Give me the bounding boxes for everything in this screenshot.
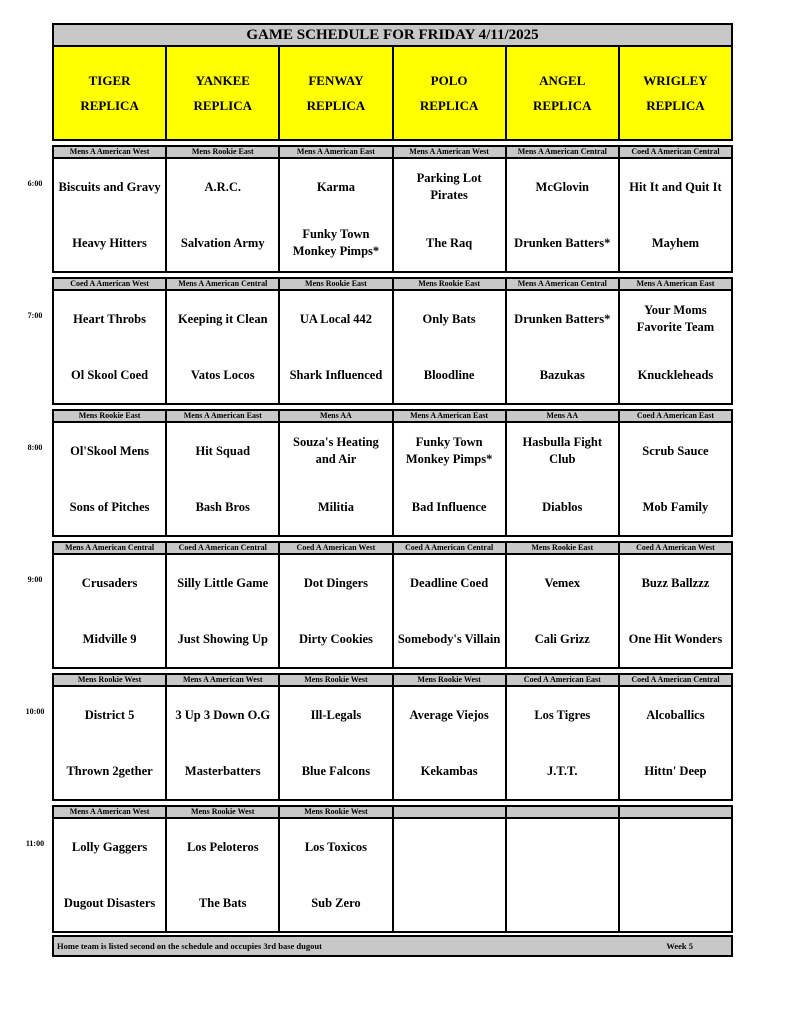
division-label: Mens A American West (54, 807, 167, 817)
slot-time: 8:00 (27, 443, 43, 452)
field-header-wrigley (620, 47, 731, 139)
division-label (620, 807, 731, 817)
division-row (52, 277, 733, 289)
game-cell (167, 819, 280, 931)
field-name: TIGER (88, 73, 131, 88)
game-cell (167, 555, 280, 667)
game-cell (167, 687, 280, 799)
home-team: Somebody's Villain (397, 631, 501, 646)
slot-time: 7:00 (27, 311, 43, 320)
home-team: Bazukas (539, 367, 585, 382)
division-label: Mens A American West (394, 147, 507, 157)
division-row (52, 673, 733, 685)
away-team: Only Bats (422, 311, 476, 326)
time-slot-block (27, 277, 733, 405)
game-cell (167, 291, 280, 403)
field-name: ANGEL (539, 73, 586, 88)
week-label: Week 5 (666, 941, 693, 951)
division-label: Mens Rookie West (280, 675, 393, 685)
away-team: District 5 (84, 707, 135, 722)
division-label: Mens AA (507, 411, 620, 421)
division-label: Mens A American East (394, 411, 507, 421)
home-team (507, 875, 618, 931)
games-row (52, 289, 733, 405)
home-team: Bloodline (423, 367, 475, 382)
field-sub: REPLICA (193, 98, 253, 113)
home-team: Just Showing Up (177, 631, 268, 646)
home-team: Knuckleheads (637, 367, 714, 382)
away-team: Drunken Batters* (514, 311, 611, 326)
home-team: Kekambas (420, 763, 478, 778)
field-header-fenway (280, 47, 393, 139)
home-team: Mayhem (651, 235, 700, 250)
division-label: Mens Rookie East (394, 279, 507, 289)
home-team: Sub Zero (311, 895, 361, 910)
games-row (52, 817, 733, 933)
game-cell (507, 687, 620, 799)
field-sub: REPLICA (306, 98, 366, 113)
division-row (52, 541, 733, 553)
home-team: Cali Grizz (534, 631, 590, 646)
away-team: Lolly Gaggers (71, 839, 148, 854)
division-label: Mens Rookie East (280, 279, 393, 289)
away-team: Funky Town Monkey Pimps* (405, 435, 493, 466)
game-cell (280, 687, 393, 799)
slot-time: 10:00 (25, 707, 45, 716)
field-name: WRIGLEY (643, 73, 708, 88)
field-header-tiger (54, 47, 167, 139)
slot-time: 11:00 (25, 839, 45, 848)
division-label: Mens Rookie West (280, 807, 393, 817)
home-team: Hittn' Deep (644, 763, 707, 778)
division-label (507, 807, 620, 817)
division-row (52, 145, 733, 157)
division-label: Mens A American Central (507, 147, 620, 157)
division-label: Mens A American East (636, 279, 715, 288)
away-team: Los Peloteros (186, 839, 259, 854)
home-team: Mob Family (642, 499, 709, 514)
division-label: Mens AA (280, 411, 393, 421)
game-cell (620, 159, 731, 271)
home-team: The Bats (198, 895, 247, 910)
away-team: UA Local 442 (299, 311, 373, 326)
division-label: Coed A American Central (631, 675, 720, 684)
division-label (394, 807, 507, 817)
home-team: Dirty Cookies (298, 631, 373, 646)
games-row (52, 685, 733, 801)
schedule-title: GAME SCHEDULE FOR FRIDAY 4/11/2025 (52, 23, 733, 47)
division-label: Coed A American West (636, 543, 715, 552)
division-label: Mens Rookie East (167, 147, 280, 157)
time-slot-block (27, 145, 733, 273)
away-team: Biscuits and Gravy (58, 179, 161, 194)
field-header-angel (507, 47, 620, 139)
home-team: Thrown 2gether (66, 763, 153, 778)
home-team: One Hit Wonders (628, 631, 723, 646)
game-cell (280, 819, 393, 931)
away-team: Souza's Heating and Air (293, 435, 379, 466)
game-cell (280, 555, 393, 667)
schedule-footer (52, 935, 733, 957)
game-cell (280, 291, 393, 403)
games-row (52, 157, 733, 273)
away-team: Hit Squad (195, 443, 251, 458)
away-team: Hasbulla Fight Club (522, 435, 603, 466)
game-cell (280, 159, 393, 271)
field-sub: REPLICA (533, 98, 592, 113)
home-team (620, 875, 731, 931)
division-label: Coed A American Central (167, 543, 280, 553)
home-team: Dugout Disasters (63, 895, 156, 910)
away-team (620, 819, 731, 875)
away-team: Hit It and Quit It (629, 179, 722, 194)
division-label: Mens A American West (54, 147, 167, 157)
field-name: POLO (430, 73, 468, 88)
away-team: Alcoballics (646, 707, 705, 722)
home-team: Bad Influence (411, 499, 487, 514)
away-team: McGlovin (535, 179, 589, 194)
division-label: Mens Rookie West (54, 675, 167, 685)
field-header-yankee (167, 47, 280, 139)
away-team: Heart Throbs (73, 311, 146, 326)
games-row (52, 553, 733, 669)
division-label: Mens Rookie East (54, 411, 167, 421)
game-cell (620, 819, 731, 931)
game-cell (54, 423, 167, 535)
away-team: Silly Little Game (177, 575, 269, 590)
game-cell (54, 159, 167, 271)
game-cell (507, 291, 620, 403)
home-team: Blue Falcons (301, 763, 371, 778)
away-team: Los Tigres (534, 707, 591, 722)
game-cell (507, 159, 620, 271)
away-team: Average Viejos (409, 707, 489, 722)
away-team: Buzz Ballzzz (641, 575, 710, 590)
away-team: Dot Dingers (303, 575, 369, 590)
game-cell (620, 687, 731, 799)
game-cell (167, 423, 280, 535)
home-team: Vatos Locos (190, 367, 255, 382)
division-label: Coed A American Central (394, 543, 507, 553)
game-cell (620, 555, 731, 667)
division-row (52, 805, 733, 817)
division-label: Coed A American Central (631, 147, 720, 156)
division-label: Coed A American East (507, 675, 620, 685)
division-label: Mens A American Central (507, 279, 620, 289)
game-cell (620, 423, 731, 535)
game-cell (54, 555, 167, 667)
away-team: Crusaders (81, 575, 138, 590)
home-team: Funky Town Monkey Pimps* (292, 227, 380, 258)
division-label: Mens Rookie East (507, 543, 620, 553)
time-slots (25, 141, 733, 933)
game-cell (54, 819, 167, 931)
away-team: A.R.C. (204, 179, 241, 194)
field-sub: REPLICA (646, 98, 705, 113)
time-slot-block (25, 805, 733, 933)
game-cell (620, 291, 731, 403)
game-cell (394, 423, 507, 535)
slot-time: 6:00 (27, 179, 43, 188)
game-cell (167, 159, 280, 271)
away-team: Your Moms Favorite Team (636, 303, 715, 334)
away-team: Karma (316, 179, 356, 194)
schedule-sheet (25, 23, 733, 957)
field-header-row (52, 47, 733, 141)
time-slot-block (27, 541, 733, 669)
field-sub: REPLICA (80, 98, 139, 113)
home-team (394, 875, 505, 931)
home-team: Ol Skool Coed (71, 367, 149, 382)
game-cell (507, 423, 620, 535)
home-team: Midville 9 (82, 631, 137, 646)
division-label: Mens A American Central (54, 543, 167, 553)
away-team: Ill-Legals (310, 707, 362, 722)
home-team: Diablos (542, 499, 583, 514)
division-label: Mens Rookie West (394, 675, 507, 685)
field-sub: REPLICA (419, 98, 479, 113)
away-team: Deadline Coed (410, 575, 489, 590)
division-label: Coed A American East (636, 411, 714, 420)
away-team: Scrub Sauce (642, 443, 709, 458)
away-team: Parking Lot Pirates (416, 171, 482, 202)
game-cell (54, 687, 167, 799)
game-cell (394, 819, 507, 931)
away-team: Vemex (544, 575, 581, 590)
away-team: Ol'Skool Mens (70, 443, 149, 458)
division-label: Coed A American West (54, 279, 167, 289)
away-team: Los Toxicos (304, 839, 368, 854)
games-row (52, 421, 733, 537)
away-team (507, 819, 618, 875)
home-team: J.T.T. (547, 763, 578, 778)
home-team: Drunken Batters* (514, 235, 611, 250)
field-name: FENWAY (308, 73, 364, 88)
division-row (52, 409, 733, 421)
game-cell (54, 291, 167, 403)
home-team: Shark Influenced (289, 367, 383, 382)
division-label: Mens A American West (167, 675, 280, 685)
footer-note: Home team is listed second on the schedule and occupies 3rd base dugout (57, 941, 322, 951)
slot-time: 9:00 (27, 575, 43, 584)
away-team: 3 Up 3 Down O.G (175, 707, 271, 722)
home-team: Bash Bros (195, 499, 250, 514)
game-cell (507, 555, 620, 667)
game-cell (394, 291, 507, 403)
division-label: Mens A American East (167, 411, 280, 421)
home-team: Masterbatters (184, 763, 261, 778)
home-team: Sons of Pitches (69, 499, 150, 514)
game-cell (280, 423, 393, 535)
game-cell (394, 555, 507, 667)
home-team: The Raq (426, 235, 473, 250)
division-label: Coed A American West (280, 543, 393, 553)
game-cell (394, 687, 507, 799)
division-label: Mens A American East (280, 147, 393, 157)
away-team: Keeping it Clean (177, 311, 268, 326)
game-cell (394, 159, 507, 271)
division-label: Mens Rookie West (167, 807, 280, 817)
division-label: Mens A American Central (167, 279, 280, 289)
field-header-polo (394, 47, 507, 139)
field-name: YANKEE (195, 73, 250, 88)
home-team: Militia (317, 499, 354, 514)
away-team (394, 819, 505, 875)
home-team: Heavy Hitters (72, 235, 147, 250)
home-team: Salvation Army (180, 235, 265, 250)
time-slot-block (25, 673, 733, 801)
time-slot-block (27, 409, 733, 537)
game-cell (507, 819, 620, 931)
